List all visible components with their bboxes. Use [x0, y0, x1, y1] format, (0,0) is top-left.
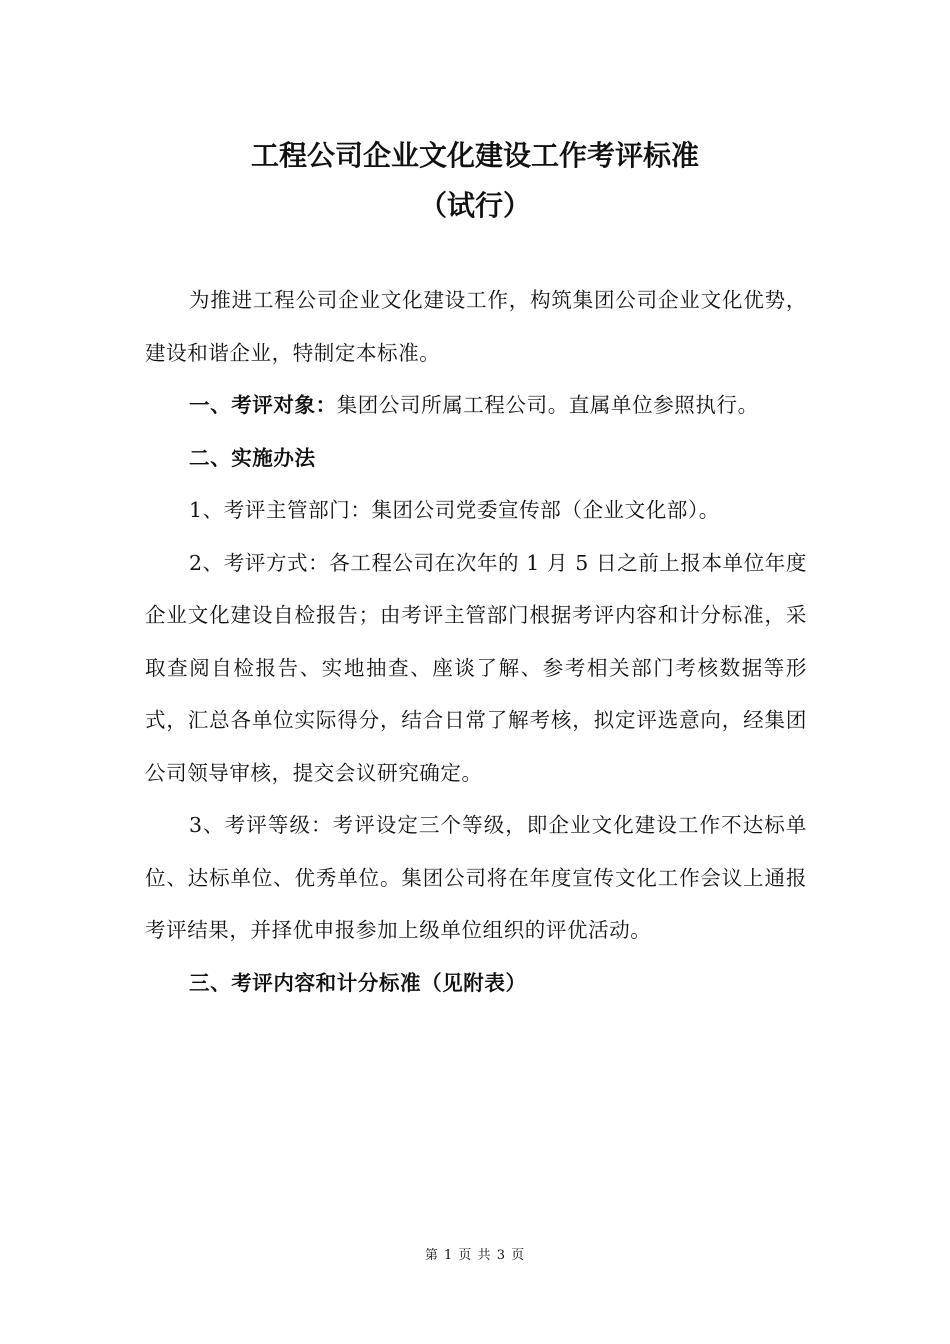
section2-item-1: 1、考评主管部门：集团公司党委宣传部（企业文化部）。 [189, 498, 720, 522]
section1-heading: 一、考评对象： [189, 393, 337, 417]
section1-paragraph [145, 379, 807, 432]
section2-item-2: 2、考评方式：各工程公司在次年的 1 月 5 日之前上报本单位年度企业文化建设自检报告；由考评主管部门根据考评内容和计分标准，采取查阅自检报告、实地抽查、座谈了解、参考相关部门考核数据等形式，汇总各单位实际得分，结合日常了解考核，拟定评选意向，经集团公司领导审核，提交会议研究确定。 [145, 550, 807, 785]
page-footer: 第 1 页 共 3 页 [424, 1248, 526, 1263]
section2-heading: 二、实施办法 [189, 445, 316, 470]
section2-item-3: 3、考评等级：考评设定三个等级，即企业文化建设工作不达标单位、达标单位、优秀单位。集团公司将在年度宣传文化工作会议上通报考评结果，并择优申报参加上级单位组织的评优活动。 [145, 813, 807, 942]
document-subtitle: （试行） [418, 189, 531, 222]
document-title: 工程公司企业文化建设工作考评标准 [250, 139, 699, 172]
section3-heading: 三、考评内容和计分标准（见附表） [189, 970, 527, 995]
document-body [145, 274, 807, 1009]
intro-paragraph: 为推进工程公司企业文化建设工作，构筑集团公司企业文化优势，建设和谐企业，特制定本标准。 [145, 288, 807, 365]
section1-text: 集团公司所属工程公司。直属单位参照执行。 [336, 393, 759, 417]
